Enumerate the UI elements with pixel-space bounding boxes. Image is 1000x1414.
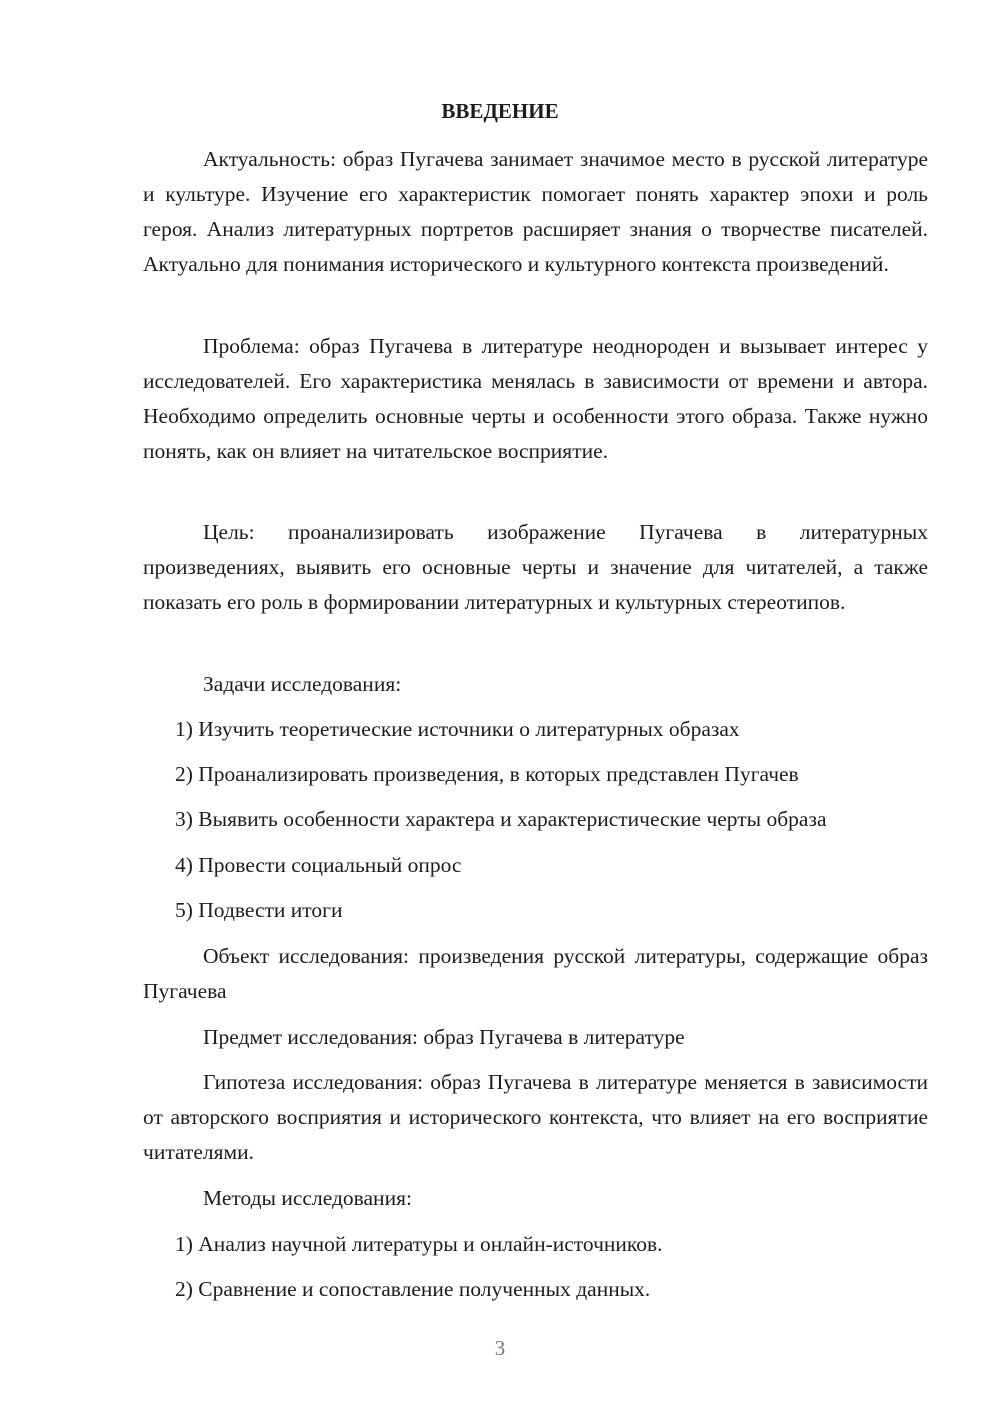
section-heading: ВВЕДЕНИЕ: [441, 99, 559, 123]
object-paragraph: Объект исследования: произведения русской литературы, содержащие образ Пугачева: [143, 944, 928, 1003]
task-item-1: 1) Изучить теоретические источники о литературных образах: [175, 717, 740, 741]
method-item-2: 2) Сравнение и сопоставление полученных данных.: [175, 1277, 651, 1301]
methods-title: Методы исследования:: [203, 1186, 412, 1210]
tasks-title: Задачи исследования:: [203, 672, 402, 696]
goal-paragraph: Цель: проанализировать изображение Пугачева в литературных произведениях, выявить его основные черты и значение для читателей, а также показать его роль в формировании литературных и культурных стереотипов.: [143, 520, 928, 614]
task-item-2: 2) Проанализировать произведения, в которых представлен Пугачев: [175, 762, 799, 786]
relevance-paragraph: Актуальность: образ Пугачева занимает значимое место в русской литературе и культуре. Изучение его характеристик помогает понять характер эпохи и роль героя. Анализ литературных портретов расширяет знания о творчестве писателей. Актуально для понимания исторического и культурного контекста произведений.: [143, 147, 928, 276]
task-item-3: 3) Выявить особенности характера и характеристические черты образа: [175, 807, 827, 831]
task-item-5: 5) Подвести итоги: [175, 898, 343, 922]
problem-paragraph: Проблема: образ Пугачева в литературе неоднороден и вызывает интерес у исследователей. Его характеристика менялась в зависимости от времени и автора. Необходимо определить основные черты и особенности этого образа. Также нужно понять, как он влияет на читательское восприятие.: [143, 334, 928, 463]
task-item-4: 4) Провести социальный опрос: [175, 853, 462, 877]
hypothesis-paragraph: Гипотеза исследования: образ Пугачева в литературе меняется в зависимости от авторского восприятия и исторического контекста, что влияет на его восприятие читателями.: [143, 1070, 928, 1164]
subject-paragraph: Предмет исследования: образ Пугачева в литературе: [203, 1025, 685, 1049]
page-number: 3: [494, 1336, 506, 1360]
method-item-1: 1) Анализ научной литературы и онлайн-источников.: [175, 1232, 663, 1256]
